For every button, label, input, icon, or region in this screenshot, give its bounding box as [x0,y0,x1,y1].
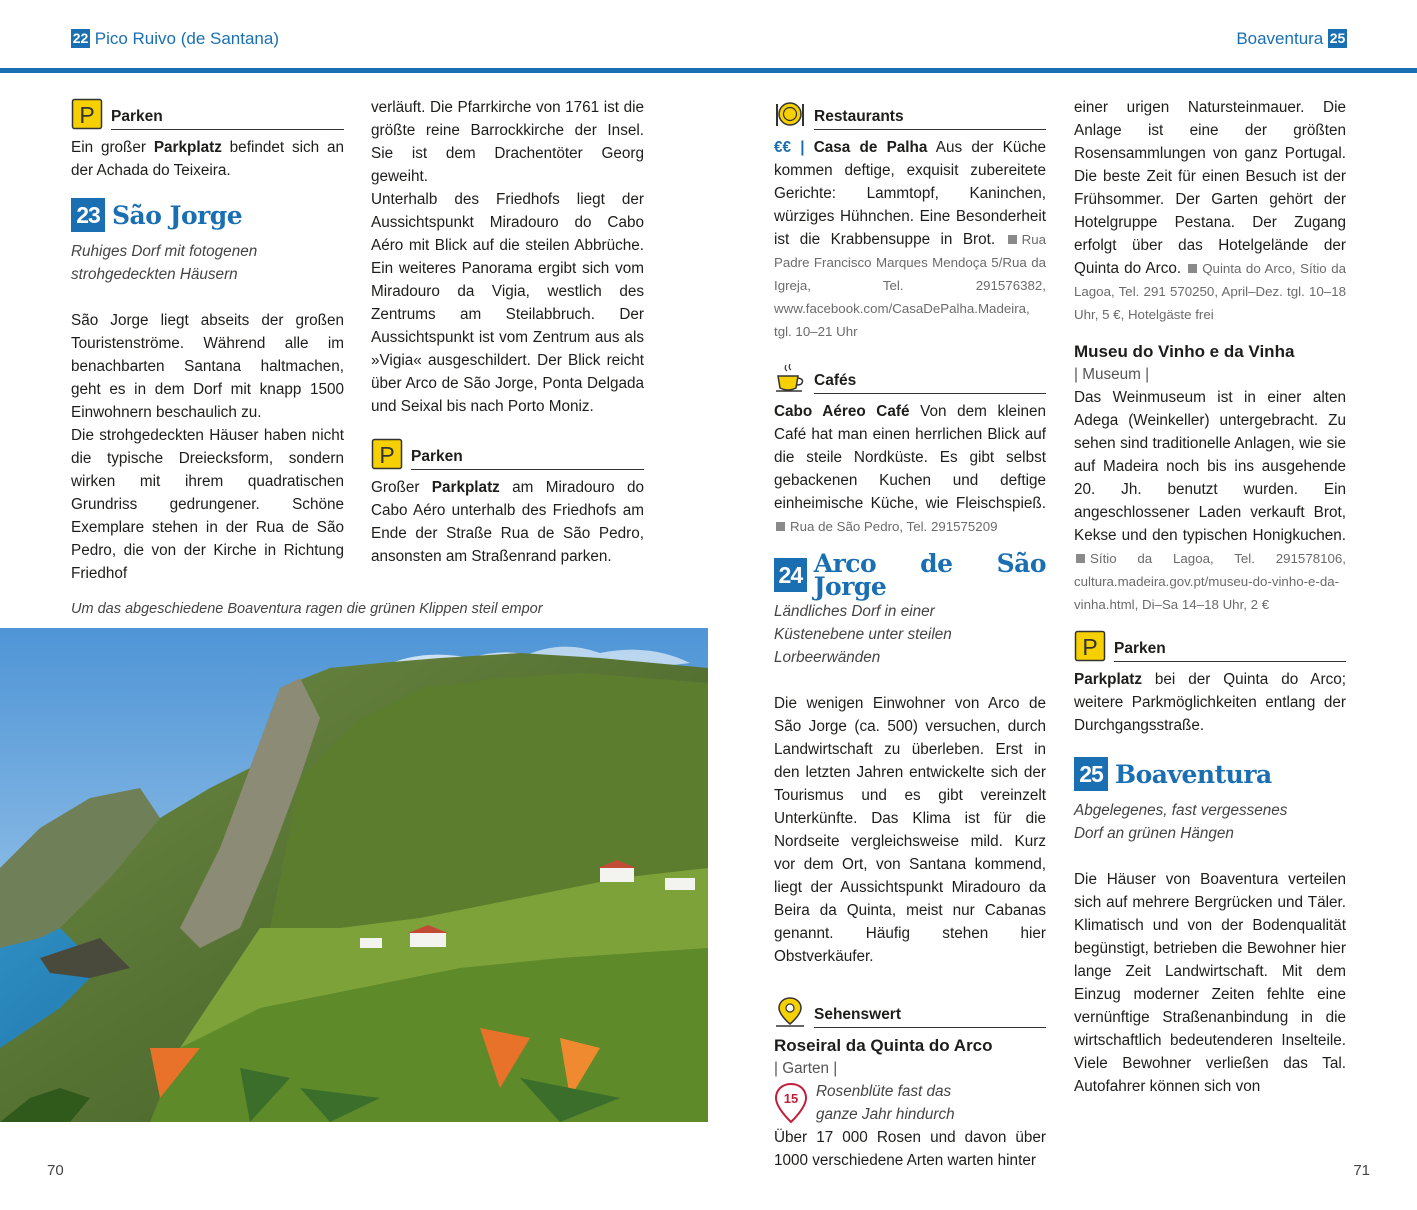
paragraph: Über 17 000 Rosen und davon über 1000 verschiedene Arten warten hinter [774,1129,1046,1169]
chapter-number: 25 [1329,30,1346,46]
section-title: Arco de São Jorge [813,549,1046,601]
paragraph: verläuft. Die Pfarrkirche von 1761 ist die größte reine Barrockkirche der Insel. Sie ist dem Drachentöter Georg geweiht. [371,99,644,185]
page-number-left: 70 [47,1162,64,1179]
column-1 [71,96,344,585]
parking-icon [1074,630,1106,662]
location-pin-icon [774,996,806,1028]
paragraph: Das Weinmuseum ist in einer alten Adega (Weinkeller) untergebracht. Zu sehen sind traditionelle Anlagen, wie sie auf Madeira noch bis ins ausgehende 20. Jh. benutzt wurden. Ein angeschlossener Laden verkauft Brot, Kekse und den typischen Honigkuchen. Sítio da Lagoa, Tel. 291578106, cultura.madeira.gov.pt/museu-do-vinho-e-da-vinha.html, Di–Sa 14–18 Uhr, 2 € [1074,389,1346,612]
svg-text:P: P [379,442,395,468]
chapter-title: Pico Ruivo (de Santana) [94,29,280,48]
marker-number: 15 [783,1091,799,1106]
sight-title: Roseiral da Quinta do Arco [774,1036,993,1055]
info-heading-cafes: Cafés [774,360,1046,394]
info-heading-sehenswert: Sehenswert [774,994,1046,1028]
parking-icon [371,438,403,470]
section-subtitle: Abgelegenes, fast vergessenes Dorf an grünen Hängen [1074,802,1288,842]
sight-category: | Garten | [774,1060,838,1077]
info-heading-parken: P Parken [1074,628,1346,662]
info-heading-parken: P Parken [371,436,644,470]
paragraph: Die wenigen Einwohner von Arco de São Jorge (ca. 500) versuchen, durch Landwirtschaft zu überleben. Erst in den letzten Jahren entwickelte sich der Tourismus und es gibt vereinzelt Unterkünfte. Das Klima ist für die Nordseite vergleichsweise mild. Kurz vor dem Ort, von Santana kommend, liegt der Aussichtspunkt Miradouro da Beira da Quinta, meist nur Cabanas genannt. Häufig stehen hier Obstverkäufer. [774,695,1046,965]
paragraph: Die Häuser von Boaventura verteilen sich auf mehrere Bergrücken und Täler. Klimatisch und von der Bodenqualität begünstigt, betrieben die Bewohner hier lange Zeit Landwirtschaft. Mit dem Einzug moderner Zeiten fehlte eine vernünftige Straßenanbindung in die wirtschaftlich bedeutenderen Inselteile. Viele Bewohner verließen das Tal. Autofahrer können sich von [1074,871,1346,1095]
column-4 [1074,96,1346,1098]
coffee-cup-icon [774,362,806,394]
chapter-number: 22 [72,30,89,46]
section-heading-25: 25 Boaventura [1074,755,1346,793]
section-subtitle: Ruhiges Dorf mit fotogenen strohgedeckten Häusern [71,243,258,283]
sight-category: | Museum | [1074,366,1150,383]
running-header-right [1236,28,1347,50]
running-header-left [71,28,279,50]
paragraph: Unterhalb des Friedhofs liegt der Aussichtspunkt Miradouro do Cabo Aéro mit Blick auf die steilen Abbrüche. Ein weiteres Panorama ergibt sich vom Miradouro da Vigia, westlich des Zentrums am Steilabbruch. Der Aussichtspunkt ist vom Zentrum aus als »Vigia« ausgeschildert. Der Blick reicht über Arco de São Jorge, Ponta Delgada und Seixal bis nach Porto Moniz. [371,191,644,415]
svg-text:P: P [1082,634,1098,660]
restaurant-icon [774,98,806,130]
photo-caption: Um das abgeschiedene Boaventura ragen die grünen Klippen steil empor [71,601,543,617]
sight-title: Museu do Vinho e da Vinha [1074,342,1295,361]
paragraph: einer urigen Natursteinmauer. Die Anlage ist eine der größten Rosensammlungen von ganz Portugal. Die beste Zeit für einen Besuch ist der Frühsommer. Der Garten gehört der Hotelgruppe Pestana. Der Zugang erfolgt über das Hotelgelände der Quinta do Arco. Quinta do Arco, Sítio da Lagoa, Tel. 291 570250, April–Dez. tgl. 10–18 Uhr, 5 €, Hotelgäste frei [1074,99,1346,322]
section-heading-23: 23 São Jorge [71,196,344,234]
header-rule [0,68,1417,73]
paragraph: Die strohgedeckten Häuser haben nicht die typische Dreiecksform, sondern wirken mit ihrem quadratischen Grundriss gedrungener. Schöne Exemplare stehen in der Rua de São Pedro, die von der Kirche in Richtung Friedhof [71,427,344,582]
restaurant-entry: €€ | Casa de Palha Aus der Küche kommen deftige, exquisit zubereitete Gerichte: Lammtopf, Kaninchen, würziges Hühnchen. Eine Besonderheit ist die Krabbensuppe in Brot. Rua Padre Francisco Marques Mendoça 5/Rua da Igreja, Tel. 291576382, www.facebook.com/CasaDePalha.Madeira, tgl. 10–21 Uhr [774,139,1047,339]
column-3 [774,96,1046,1172]
section-title: Boaventura [1115,759,1272,789]
info-heading-parken: P Parken [71,96,344,130]
chapter-title: Boaventura [1236,29,1324,48]
column-2 [371,96,644,568]
parken-text: Parkplatz bei der Quinta do Arco; weitere Parkmöglichkeiten entlang der Durchgangsstraße. [1074,671,1346,734]
tip-marker-icon [774,1082,808,1124]
section-heading-24: 24 Arco de São Jorge [774,556,1046,594]
coastal-cliffs-illustration [0,628,708,1122]
section-subtitle: Ländliches Dorf in einer Küstenebene unter steilen Lorbeerwänden [774,603,952,666]
svg-text:P: P [79,102,95,128]
section-title: São Jorge [112,200,243,230]
page-number-right: 71 [1353,1162,1370,1179]
tip-text: Rosenblüte fast das ganze Jahr hindurch [816,1083,955,1123]
tip-box [774,1080,1046,1126]
parking-icon [71,98,103,130]
parken-text: Großer Parkplatz am Miradouro do Cabo Aéro unterhalb des Friedhofs am Ende der Straße Rua de São Pedro, ansonsten am Straßenrand parken. [371,479,644,565]
paragraph: São Jorge liegt abseits der großen Touristenströme. Während alle im benachbarten Santana haltmachen, geht es in dem Dorf mit knapp 1500 Einwohnern beschaulich zu. [71,312,344,421]
info-heading-restaurants: Restaurants [774,96,1046,130]
cafe-entry: Cabo Aéreo Café Von dem kleinen Café hat man einen herrlichen Blick auf die steile Nordküste. Es gibt selbst gebackenen Kuchen und deftige einheimische Küche, wie Fleischspieß. Rua de São Pedro, Tel. 291575209 [774,403,1046,534]
parken-text: Ein großer Parkplatz befindet sich an der Achada do Teixeira. [71,139,344,179]
landscape-photo [0,628,708,1122]
